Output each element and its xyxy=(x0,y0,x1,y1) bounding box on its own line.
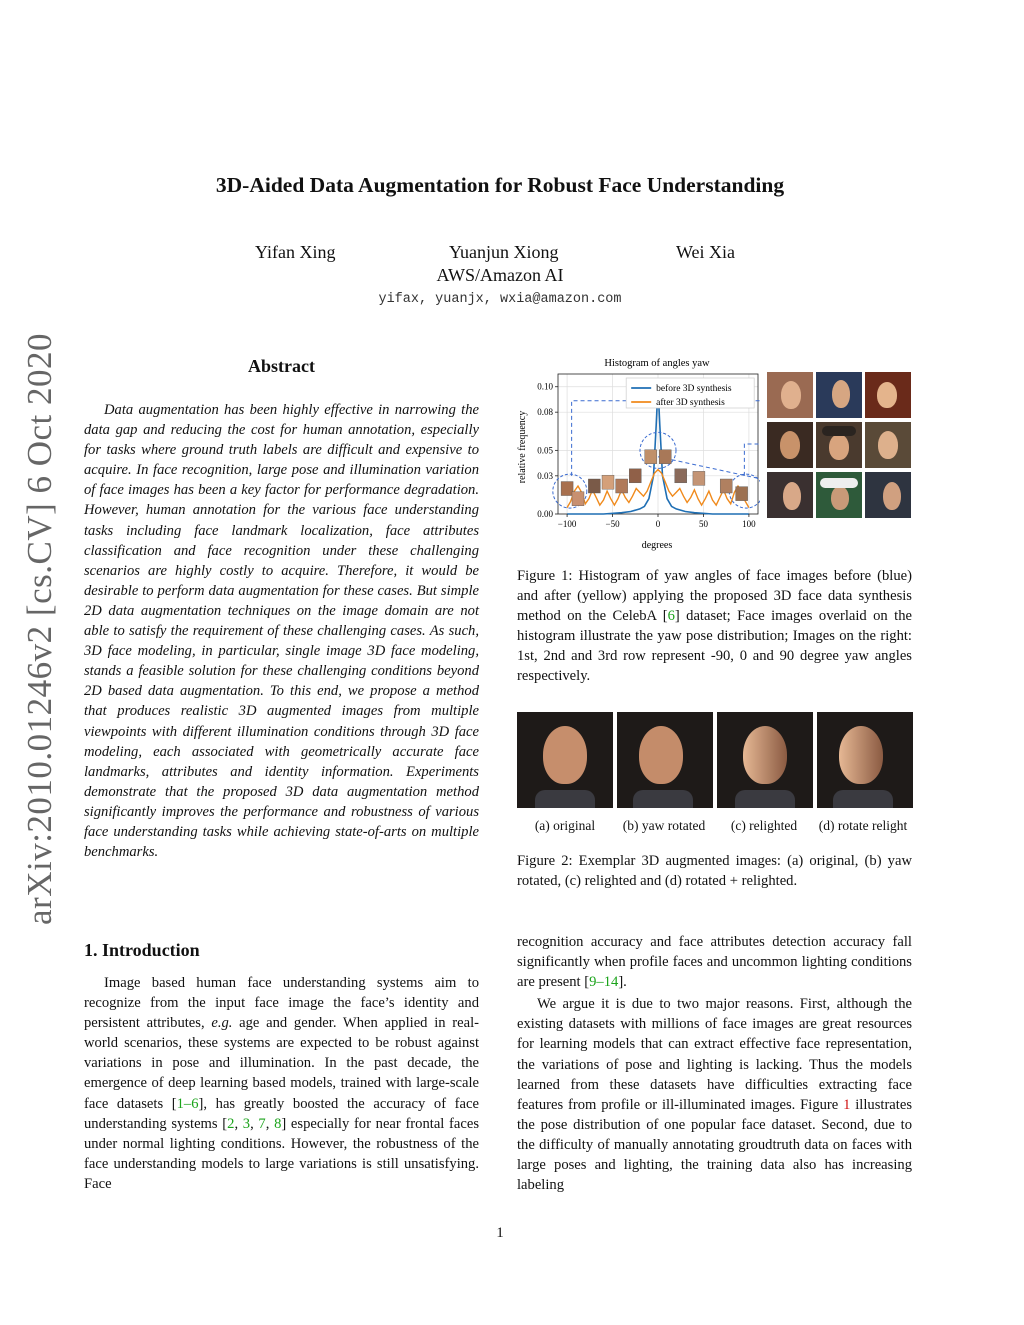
subcaption-a: (a) original xyxy=(534,818,596,833)
abstract-paragraph: Data augmentation has been highly effective in narrowing the data gap and reducing the cost for human annotation, especially for tasks where ground truth labels are difficult and expensive to acquire. In face recognition, large pose and illumination variation of face images has been a key factor for performance degradation. However, human annotation for the various face understanding tasks including face landmark localization, face attributes classification and face recognition under these challenging scenarios are highly costly to acquire. Therefore, it would be desirable to perform data augmentation for these cases. But simple 2D data augmentation techniques on the image domain are not able to satisfy the requirement of these challenging cases. As such, 3D face modeling, in particular, single image 3D face modeling, stands a feasible solution for these challenging conditions beyond 2D based data augmentation. To this end, we propose a method that produces realistic 3D augmented images from multiple viewpoints with different illumination conditions through 3D face modeling, each associated with geometrically accurate face landmarks, attributes and identity information. Experiments demonstrate that the proposed 3D data augmentation method significantly improves the performance and robustness of various face understanding tasks while achieving state-of-arts on multiple benchmarks. xyxy=(84,402,479,861)
citation-link[interactable]: 1–6 xyxy=(176,1095,199,1112)
citation-link[interactable]: 2 xyxy=(227,1115,235,1132)
face-thumbnail xyxy=(645,450,657,464)
subcaption-c: (c) relighted xyxy=(730,818,798,833)
face-thumbnail xyxy=(736,487,748,501)
y-tick-label: 0.08 xyxy=(537,407,553,418)
face-thumbnail xyxy=(588,479,600,493)
y-tick-label: 0.05 xyxy=(537,445,553,456)
author-emails: yifax, yuanjx, wxia@amazon.com xyxy=(378,292,622,307)
figure-ref-link[interactable]: 1 xyxy=(843,1096,851,1113)
chart-title: Histogram of angles yaw xyxy=(604,358,710,369)
x-tick-label: 100 xyxy=(742,519,756,529)
subcaption-d: (d) rotate relight xyxy=(818,818,908,833)
author-2: Yuanjun Xiong xyxy=(449,242,559,262)
x-tick-label: 0 xyxy=(655,519,661,529)
abstract-body xyxy=(84,400,479,862)
face-image-original xyxy=(517,712,613,808)
y-tick-label: 0.10 xyxy=(537,381,553,392)
face-thumbnail xyxy=(616,479,628,493)
citation-link[interactable]: 3 xyxy=(242,1115,251,1132)
x-tick-label: −50 xyxy=(605,519,620,529)
y-tick-label: 0.00 xyxy=(537,509,553,519)
face-image xyxy=(767,472,813,518)
face-thumbnail xyxy=(659,450,671,464)
citation-link[interactable]: 8 xyxy=(274,1115,282,1132)
arxiv-identifier: arXiv:2010.01246v2 [cs.CV] 6 Oct 2020 xyxy=(20,332,59,925)
citation-link[interactable]: 7 xyxy=(258,1115,266,1132)
intro-heading: 1. Introduction xyxy=(84,940,200,960)
face-image xyxy=(865,372,911,418)
figure2-caption: Figure 2: Exemplar 3D augmented images: (a) original, (b) yaw rotated, (c) relighted and (d) rotated + relighted. xyxy=(517,853,912,889)
author-1: Yifan Xing xyxy=(255,242,336,262)
face-image-rotate-relight xyxy=(817,712,913,808)
face-thumbnail xyxy=(693,471,705,485)
y-tick-label: 0.03 xyxy=(537,470,553,481)
intro-paragraph-1: Image based human face understanding systems aim to recognize from the input face image the face’s identity and persistent attributes, e.g. age and gender. When applied in real-world scenarios, these systems are expected to be robust against variations in pose and illumination. In the past decade, the emergence of deep learning based models, trained with large-scale face datasets [1–6], has greatly boosted the accuracy of face understanding systems [2, 3, 7, 8] especially for near frontal faces under normal lighting conditions. However, the robustness of the face understanding models to large variations is still unsatisfying. Face xyxy=(84,975,480,1192)
face-image xyxy=(816,472,862,518)
chart-legend xyxy=(626,378,754,408)
intro-paragraph-1-cont: recognition accuracy and face attributes detection accuracy fall significantly when profile faces and uncommon lighting conditions are present [9–14]. xyxy=(517,934,912,991)
legend-label: before 3D synthesis xyxy=(656,384,732,394)
face-image xyxy=(767,422,813,468)
abstract-heading: Abstract xyxy=(248,356,315,376)
face-image-relighted xyxy=(717,712,813,808)
face-thumbnail xyxy=(572,492,584,506)
face-thumbnail xyxy=(602,475,614,489)
face-image-yaw-rotated xyxy=(617,712,713,808)
face-thumbnail xyxy=(720,479,732,493)
author-3: Wei Xia xyxy=(676,242,736,262)
page-number: 1 xyxy=(496,1225,504,1241)
citation-link[interactable]: 9–14 xyxy=(589,974,619,991)
figure1-face-grid xyxy=(767,372,913,520)
affiliation: AWS/Amazon AI xyxy=(436,265,564,285)
intro-left-column xyxy=(84,973,479,1194)
citation-link[interactable]: 6 xyxy=(667,608,675,624)
chart-ylabel: relative frequency xyxy=(517,410,528,484)
x-tick-label: −100 xyxy=(557,519,577,529)
face-thumbnail xyxy=(561,482,573,496)
face-thumbnail xyxy=(675,469,687,483)
x-tick-label: 50 xyxy=(698,519,708,529)
face-image xyxy=(865,472,911,518)
face-thumbnail xyxy=(629,469,641,483)
face-image xyxy=(767,372,813,418)
face-image xyxy=(816,372,862,418)
face-image xyxy=(816,422,862,468)
intro-right-column xyxy=(517,932,912,1195)
intro-paragraph-2: We argue it is due to two major reasons. First, although the existing datasets with millions of face images are great resources for learning models that can extract effective face representation, the variations of pose and lighting is lacking. Thus the models learned from these datasets have difficulties extracting face features from profile or ill-illuminated images. Figure 1 illustrates the pose distribution of one popular face dataset. Second, due to the difficulty of manually annotating groudtruth data on faces with large poses and lighting, the training data also has increasing labeling xyxy=(517,996,912,1194)
legend-label: after 3D synthesis xyxy=(656,398,725,408)
chart-xlabel: degrees xyxy=(641,540,673,551)
subcaption-b: (b) yaw rotated xyxy=(622,818,706,833)
paper-title: 3D-Aided Data Augmentation for Robust Face Understanding xyxy=(215,173,785,197)
figure1-histogram xyxy=(510,352,760,557)
face-image xyxy=(865,422,911,468)
figure2-images xyxy=(517,712,913,808)
figure1-caption: Figure 1: Histogram of yaw angles of face images before (blue) and after (yellow) applying the proposed 3D face data synthesis method on the CelebA [6] dataset; Face images overlaid on the histogram illustrate the yaw pose distribution; Images on the right: 1st, 2nd and 3rd row represent -90, 0 and 90 degree yaw angles respectively. xyxy=(517,568,912,684)
